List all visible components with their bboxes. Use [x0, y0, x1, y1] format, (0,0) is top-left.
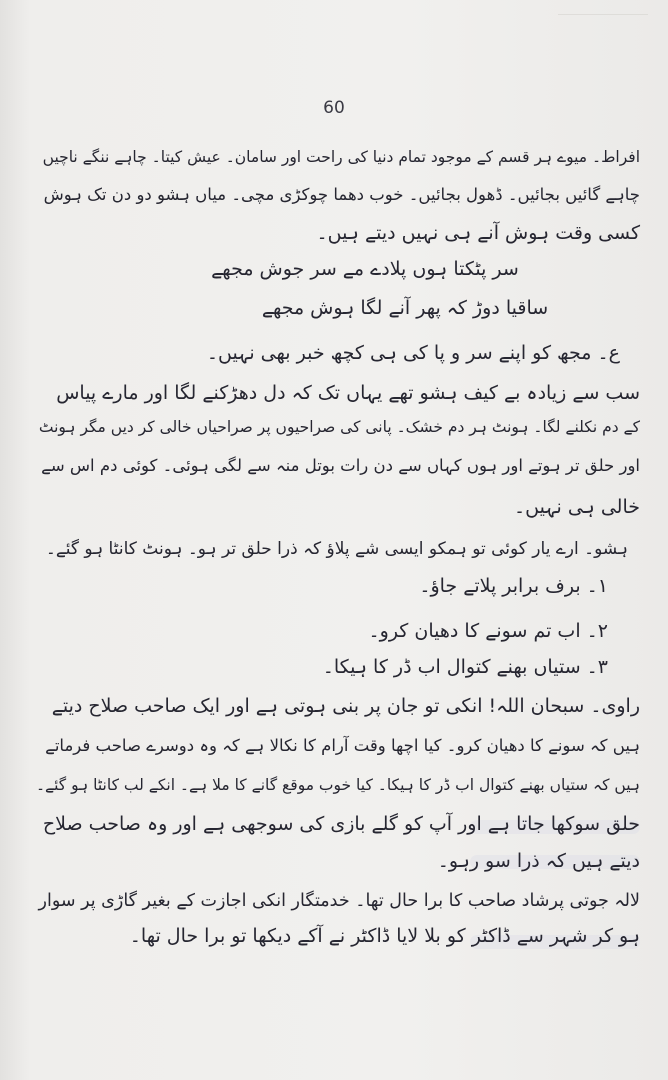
- scan-edge-mark: [558, 14, 648, 23]
- text-line: ہیں کہ ستیاں بھنے کتوال اب ڈر کا ہیکا۔ کیا خوب موقع گانے کا ملا ہے۔ انکے لب کانٹا ہو گئے۔: [35, 776, 640, 794]
- text-line: اور حلق تر ہوتے اور ہوں کہاں سے دن رات بوتل منہ سے لگی ہوئی۔ کوئی دم اس سے: [41, 456, 640, 475]
- text-line: راوی۔ سبحان اللہ! انکی تو جان پر بنی ہوتی ہے اور ایک صاحب صلاح دیتے: [51, 695, 640, 717]
- text-line: افراط۔ میوے ہر قسم کے موجود تمام دنیا کی راحت اور سامان۔ عیش کیتا۔ چاہے ننگے ناچیں: [42, 148, 640, 166]
- text-line: ہشو۔ ارے یار کوئی تو ہمکو ایسی شے پلاؤ کہ ذرا حلق تر ہو۔ ہونٹ کانٹا ہو گئے۔: [45, 539, 628, 559]
- list-item: ۳۔ ستیاں بھنے کتوال اب ڈر کا ہیکا۔: [322, 656, 608, 678]
- text-line: ع۔ مجھ کو اپنے سر و پا کی ہی کچھ خبر بھی نہیں۔: [206, 342, 620, 364]
- page-number: 60: [323, 98, 345, 118]
- text-line: چاہے گائیں بجائیں۔ ڈھول بجائیں۔ خوب دھما چوکڑی مچی۔ میاں ہشو دو دن تک ہوش: [43, 185, 640, 204]
- text-line: دیتے ہیں کہ ذرا سو رہو۔: [437, 850, 640, 872]
- text-line: سب سے زیادہ بے کیف ہشو تھے یہاں تک کہ دل دھڑکنے لگا اور مارے پیاس: [56, 382, 640, 404]
- list-item: ۱۔ برف برابر پلاتے جاؤ۔: [419, 575, 608, 597]
- list-item: ۲۔ اب تم سونے کا دھیان کرو۔: [368, 620, 608, 642]
- text-line: کسی وقت ہوش آنے ہی نہیں دیتے ہیں۔: [316, 222, 640, 244]
- text-line: لالہ جوتی پرشاد صاحب کا برا حال تھا۔ خدمتگار انکی اجازت کے بغیر گاڑی پر سوار: [38, 891, 640, 911]
- verse-line: ساقیا دوڑ کہ پھر آنے لگا ہوش مجھے: [261, 297, 549, 319]
- text-line: ہیں کہ سونے کا دھیان کرو۔ کیا اچھا وقت آرام کا نکالا ہے کہ وہ دوسرے صاحب فرماتے: [45, 736, 640, 755]
- text-line: خالی ہی نہیں۔: [514, 496, 640, 518]
- text-line: حلق سوکھا جاتا ہے اور آپ کو گلے بازی کی سوجھی ہے اور وہ صاحب صلاح: [42, 813, 640, 835]
- text-line: ہو کر شہر سے ڈاکٹر کو بلا لایا ڈاکٹر نے آکے دیکھا تو برا حال تھا۔: [129, 925, 640, 947]
- text-line: کے دم نکلنے لگا۔ ہونٹ ہر دم خشک۔ پانی کی صراحیوں پر صراحیاں خالی کر دیں مگر ہونٹ: [38, 418, 640, 436]
- verse-line: سر پٹکتا ہوں پلادے مے سر جوش مجھے: [211, 258, 519, 280]
